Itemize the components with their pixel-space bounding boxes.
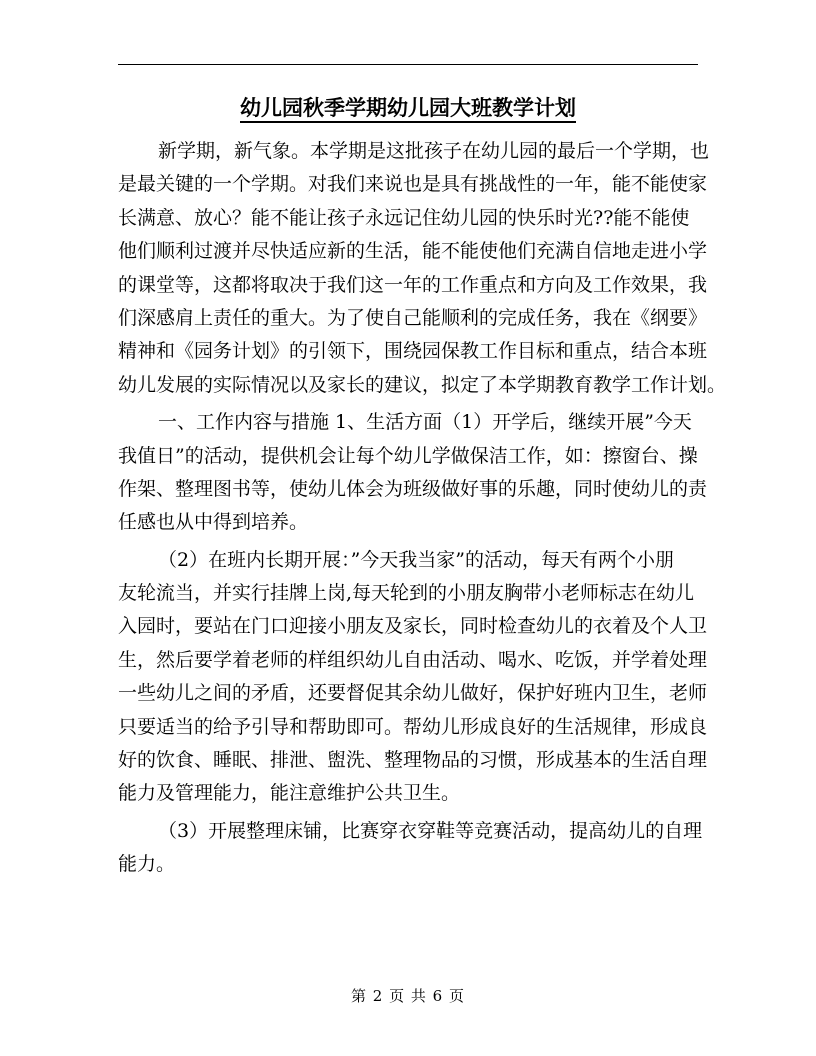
document-title <box>118 93 698 123</box>
paragraph-line: 一些幼儿之间的矛盾，还要督促其余幼儿做好，保护好班内卫生，老师 <box>118 682 708 705</box>
paragraph-line: 是最关键的一个学期。对我们来说也是具有挑战性的一年，能不能使家 <box>118 173 708 196</box>
paragraph-line: 的课堂等，这都将取决于我们这一年的工作重点和方向及工作效果，我 <box>118 273 708 296</box>
paragraph-item-3 <box>118 815 703 882</box>
paragraph-work-content <box>118 406 708 540</box>
paragraph-line: 入园时，要站在门口迎接小朋友及家长，同时检查幼儿的衣着及个人卫 <box>118 615 708 638</box>
paragraph-line: 幼儿发展的实际情况以及家长的建议，拟定了本学期教育教学工作计划。 <box>118 373 727 396</box>
paragraph-line: 生，然后要学着老师的样组织幼儿自由活动、喝水、吃饭，并学着处理 <box>118 648 708 671</box>
page-footer <box>0 986 816 1006</box>
paragraph-line: 他们顺利过渡并尽快适应新的生活，能不能使他们充满自信地走进小学 <box>118 240 708 263</box>
paragraph-line: 能力及管理能力，能注意维护公共卫生。 <box>118 782 461 805</box>
paragraph-line: （2）在班内长期开展：”今天我当家”的活动，每天有两个小朋 <box>158 548 675 571</box>
paragraph-line: 一、工作内容与措施 1、生活方面（1）开学后，继续开展”今天 <box>158 411 692 434</box>
paragraph-item-2 <box>118 544 708 811</box>
paragraph-line: 只要适当的给予引导和帮助即可。帮幼儿形成良好的生活规律，形成良 <box>118 715 708 738</box>
paragraph-line: 友轮流当，并实行挂牌上岗,每天轮到的小朋友胸带小老师标志在幼儿 <box>118 582 695 605</box>
document-body <box>118 135 727 882</box>
paragraph-line: 新学期，新气象。本学期是这批孩子在幼儿园的最后一个学期，也 <box>158 140 710 162</box>
document-title-text: 幼儿园秋季学期幼儿园大班教学计划 <box>240 95 576 123</box>
paragraph-line: 好的饮食、睡眠、排泄、盥洗、整理物品的习惯，形成基本的生活自理 <box>118 749 708 772</box>
header-rule <box>118 64 698 65</box>
paragraph-line: （3）开展整理床铺，比赛穿衣穿鞋等竞赛活动，提高幼儿的自理 <box>158 819 703 842</box>
paragraph-line: 们深感肩上责任的重大。为了使自己能顺利的完成任务，我在《纲要》 <box>118 306 708 329</box>
paragraph-line: 作架、整理图书等，使幼儿体会为班级做好事的乐趣，同时使幼儿的责 <box>118 477 708 500</box>
paragraph-intro <box>118 135 727 402</box>
paragraph-line: 我值日”的活动，提供机会让每个幼儿学做保洁工作，如：擦窗台、操 <box>118 444 698 467</box>
page-number-label: 第 2 页 共 6 页 <box>351 987 465 1005</box>
paragraph-line: 任感也从中得到培养。 <box>118 511 309 534</box>
paragraph-line: 长满意、放心？能不能让孩子永远记住幼儿园的快乐时光??能不能使 <box>118 206 690 229</box>
paragraph-line: 能力。 <box>118 853 176 876</box>
paragraph-line: 精神和《园务计划》的引领下，围绕园保教工作目标和重点，结合本班 <box>118 340 708 363</box>
